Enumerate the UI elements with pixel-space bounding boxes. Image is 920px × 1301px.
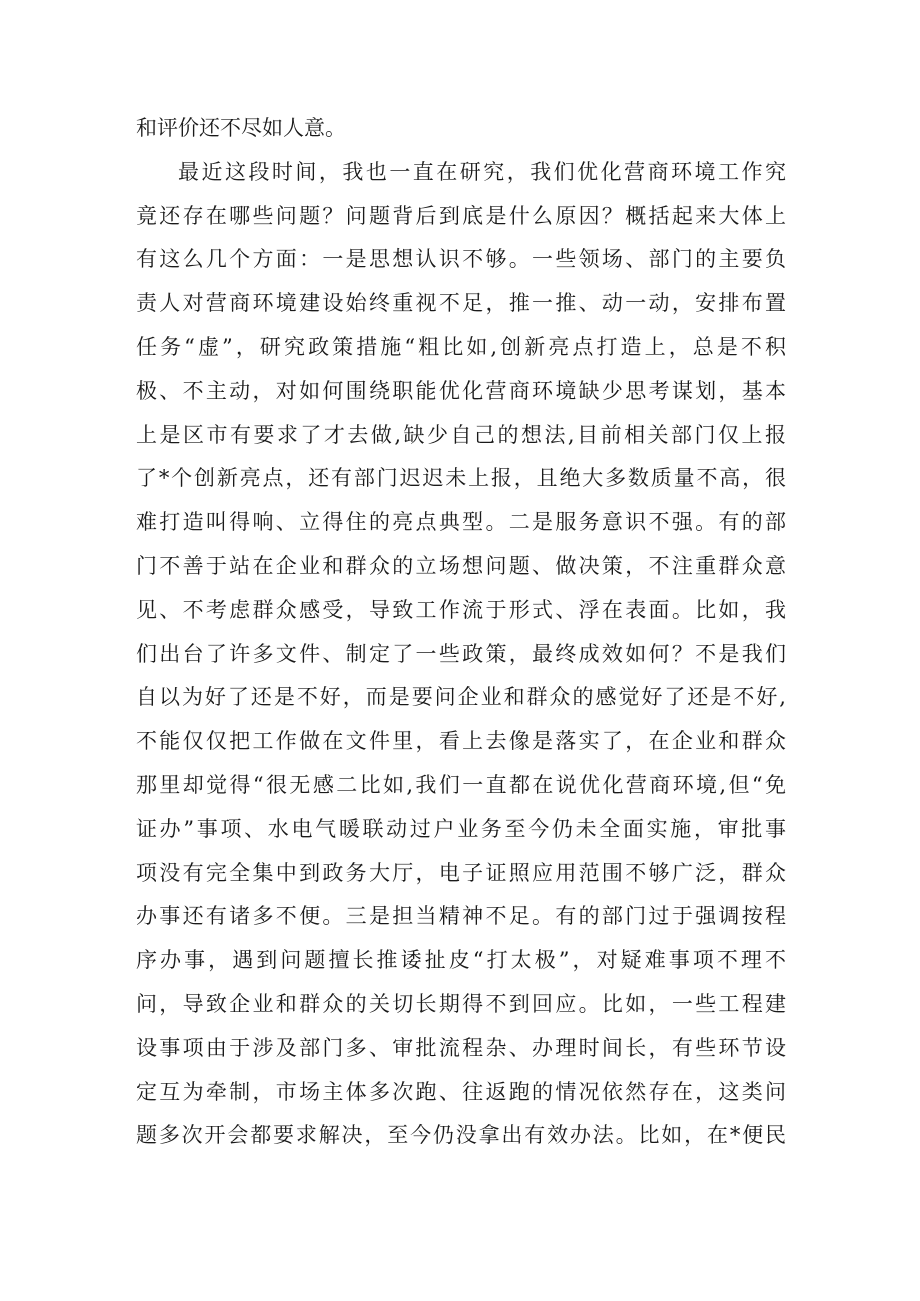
text-line: 那里却觉得“很无感二比如,我们一直都在说优化营商环境,但“免: [136, 772, 786, 797]
text-line: 见、不考虑群众感受，导致工作流于形式、浮在表面。比如，我: [136, 597, 786, 622]
text-line: 项没有完全集中到政务大厅，电子证照应用范围不够广泛，群众: [136, 860, 786, 885]
body-text: [136, 107, 786, 1158]
text-line: 自以为好了还是不好，而是要问企业和群众的感觉好了还是不好,: [136, 685, 786, 710]
text-line: 竟还存在哪些问题？问题背后到底是什么原因？概括起来大体上: [136, 203, 786, 228]
text-line: 定互为牵制，市场主体多次跑、往返跑的情况依然存在，这类问: [136, 1079, 786, 1104]
text-line: 极、不主动，对如何围绕职能优化营商环境缺少思考谋划，基本: [136, 378, 786, 403]
text-line: 和评价还不尽如人意。: [136, 116, 346, 140]
text-line: 门不善于站在企业和群众的立场想问题、做决策，不注重群众意: [136, 553, 786, 578]
text-line: 上是区市有要求了才去做,缺少自己的想法,目前相关部门仅上报: [136, 422, 786, 447]
text-line: 证办”事项、水电气暖联动过户业务至今仍未全面实施，审批事: [136, 816, 786, 841]
text-line: 问，导致企业和群众的关切长期得不到回应。比如，一些工程建: [136, 991, 786, 1016]
text-line: 办事还有诸多不便。三是担当精神不足。有的部门过于强调按程: [136, 904, 786, 929]
text-line: 有这么几个方面：一是思想认识不够。一些领场、部门的主要负: [136, 247, 786, 272]
text-line: 们出台了许多文件、制定了一些政策，最终成效如何？不是我们: [136, 641, 786, 666]
text-line: 题多次开会都要求解决，至今仍没拿出有效办法。比如，在*便民: [136, 1123, 786, 1148]
text-line: 责人对营商环境建设始终重视不足，推一推、动一动，安排布置: [136, 291, 786, 316]
text-line: 难打造叫得响、立得住的亮点典型。二是服务意识不强。有的部: [136, 510, 786, 535]
text-line: 设事项由于涉及部门多、审批流程杂、办理时间长，有些环节设: [136, 1035, 786, 1060]
text-line: 任务“虚”，研究政策措施“粗比如,创新亮点打造上，总是不积: [136, 334, 786, 359]
text-line: 不能仅仅把工作做在文件里，看上去像是落实了，在企业和群众: [136, 729, 786, 754]
text-line: 了*个创新亮点，还有部门迟迟未上报，且绝大多数质量不高，很: [136, 466, 786, 491]
text-line: 最近这段时间，我也一直在研究，我们优化营商环境工作究: [178, 159, 786, 184]
text-line: 序办事，遇到问题擅长推诿扯皮“打太极”，对疑难事项不理不: [136, 948, 786, 973]
